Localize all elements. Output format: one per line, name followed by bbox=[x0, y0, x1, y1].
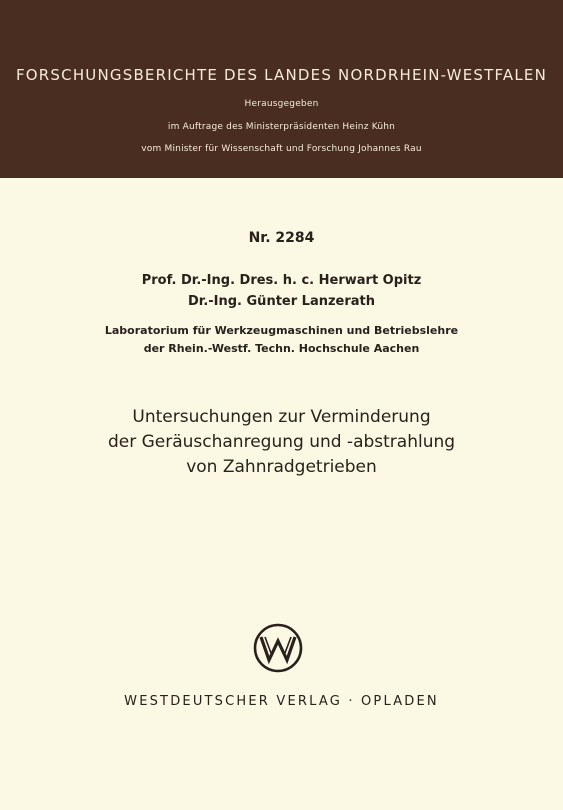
author-1: Prof. Dr.-Ing. Dres. h. c. Herwart Opitz bbox=[141, 273, 422, 288]
header-line-herausgegeben: Herausgegeben bbox=[244, 99, 319, 109]
series-title: FORSCHUNGSBERICHTE DES LANDES NORDRHEIN-WESTFALEN bbox=[15, 66, 548, 84]
header-band bbox=[0, 0, 563, 178]
institution-line-1: Laboratorium für Werkzeugmaschinen und Betriebslehre bbox=[104, 324, 459, 337]
westdeutscher-verlag-w-logo-icon bbox=[252, 622, 304, 674]
title-line-1: Untersuchungen zur Verminderung bbox=[132, 407, 431, 427]
institution-line-2: der Rhein.-Westf. Techn. Hochschule Aachen bbox=[143, 342, 420, 355]
author-2: Dr.-Ing. Günter Lanzerath bbox=[187, 294, 376, 309]
header-line-minister: vom Minister für Wissenschaft und Forschung Johannes Rau bbox=[141, 144, 422, 154]
publisher-name: WESTDEUTSCHER VERLAG · OPLADEN bbox=[124, 694, 439, 709]
title-line-3: von Zahnradgetrieben bbox=[186, 457, 377, 477]
title-line-2: der Geräuschanregung und -abstrahlung bbox=[107, 432, 456, 452]
report-number: Nr. 2284 bbox=[248, 230, 315, 246]
header-line-ministerpraesident: im Auftrage des Ministerpräsidenten Heinz Kühn bbox=[167, 122, 396, 132]
